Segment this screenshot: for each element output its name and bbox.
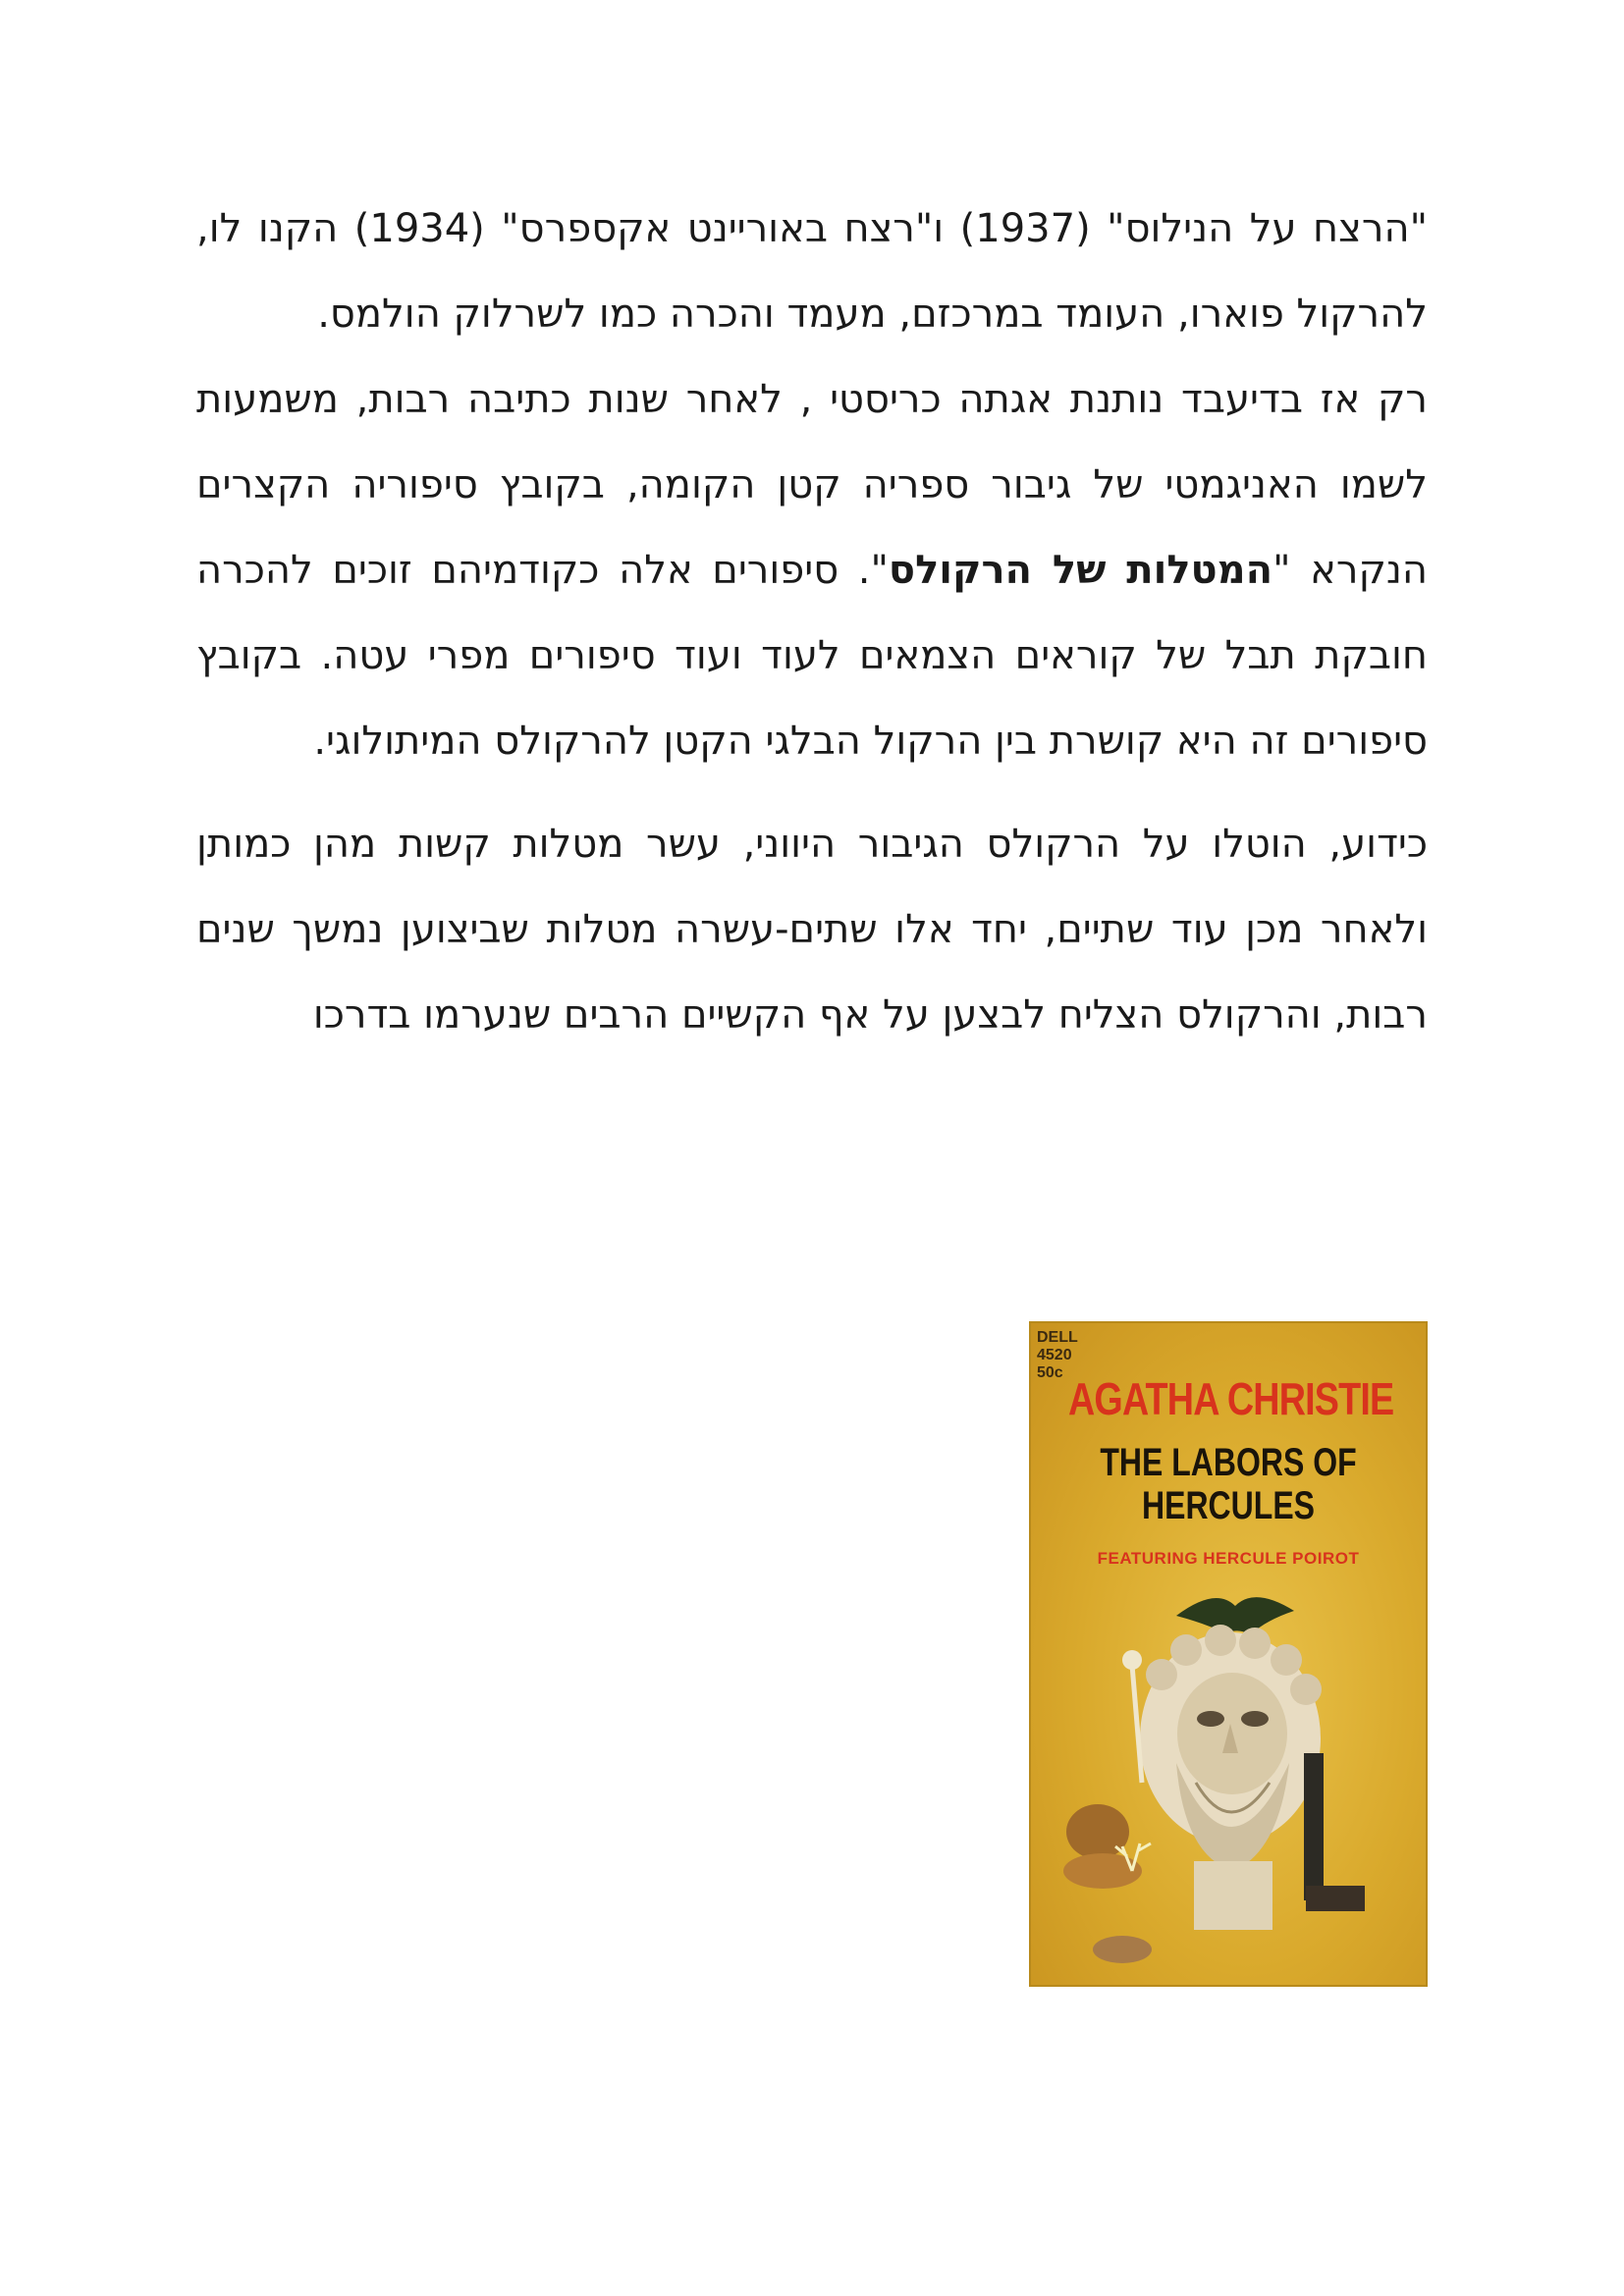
publisher-number: 4520 (1037, 1347, 1072, 1363)
document-page (196, 187, 1428, 1058)
paragraph-2 (196, 357, 1428, 784)
cover-title (1069, 1441, 1388, 1527)
paragraph-2-text-start: רק אז בדיעבד נותנת אגתה כריסטי , לאחר שנות כתיבה רבות, משמעות לשמו האניגמטי של גיבור ספריה קטן הקומה, בקובץ סיפוריה הקצרים הנקרא " (196, 377, 1428, 593)
paragraph-2-text-end: ". סיפורים אלה כקודמיהם זוכים להכרה חובקת תבל של קוראים הצמאים לעוד ועוד סיפורים מפרי עטה. בקובץ סיפורים זה היא קושרת בין הרקול הבלגי הקטן להרקולס המיתולוגי. (196, 548, 1428, 764)
book-cover-image (1029, 1321, 1428, 1987)
cover-title-line-1: THE LABORS OF (1100, 1441, 1357, 1484)
cover-title-line-2: HERCULES (1141, 1484, 1316, 1527)
cover-subtitle: FEATURING HERCULE POIROT (1097, 1549, 1360, 1568)
paragraph-1: "הרצח על הנילוס" (1937) ו"רצח באוריינט אקספרס" (1934) הקנו לו, להרקול פוארו, העומד במרכזם, מעמד והכרה כמו לשרלוק הולמס. (196, 206, 1428, 337)
cover-price: 50c (1037, 1364, 1063, 1381)
paragraph-3: כידוע, הוטלו על הרקולס הגיבור היווני, עשר מטלות קשות מהן כמותן ולאחר מכן עוד שתיים, יחד אלו שתים-עשרה מטלות שביצוען נמשך שנים רבות, והרקולס הצליח לבצען על אף הקשיים הרבים שנערמו בדרכו (196, 822, 1428, 1038)
cover-author: AGATHA CHRISTIE (1068, 1373, 1394, 1424)
publisher-name: DELL (1037, 1329, 1078, 1346)
book-title-bold: המטלות של הרקולס (888, 548, 1273, 593)
